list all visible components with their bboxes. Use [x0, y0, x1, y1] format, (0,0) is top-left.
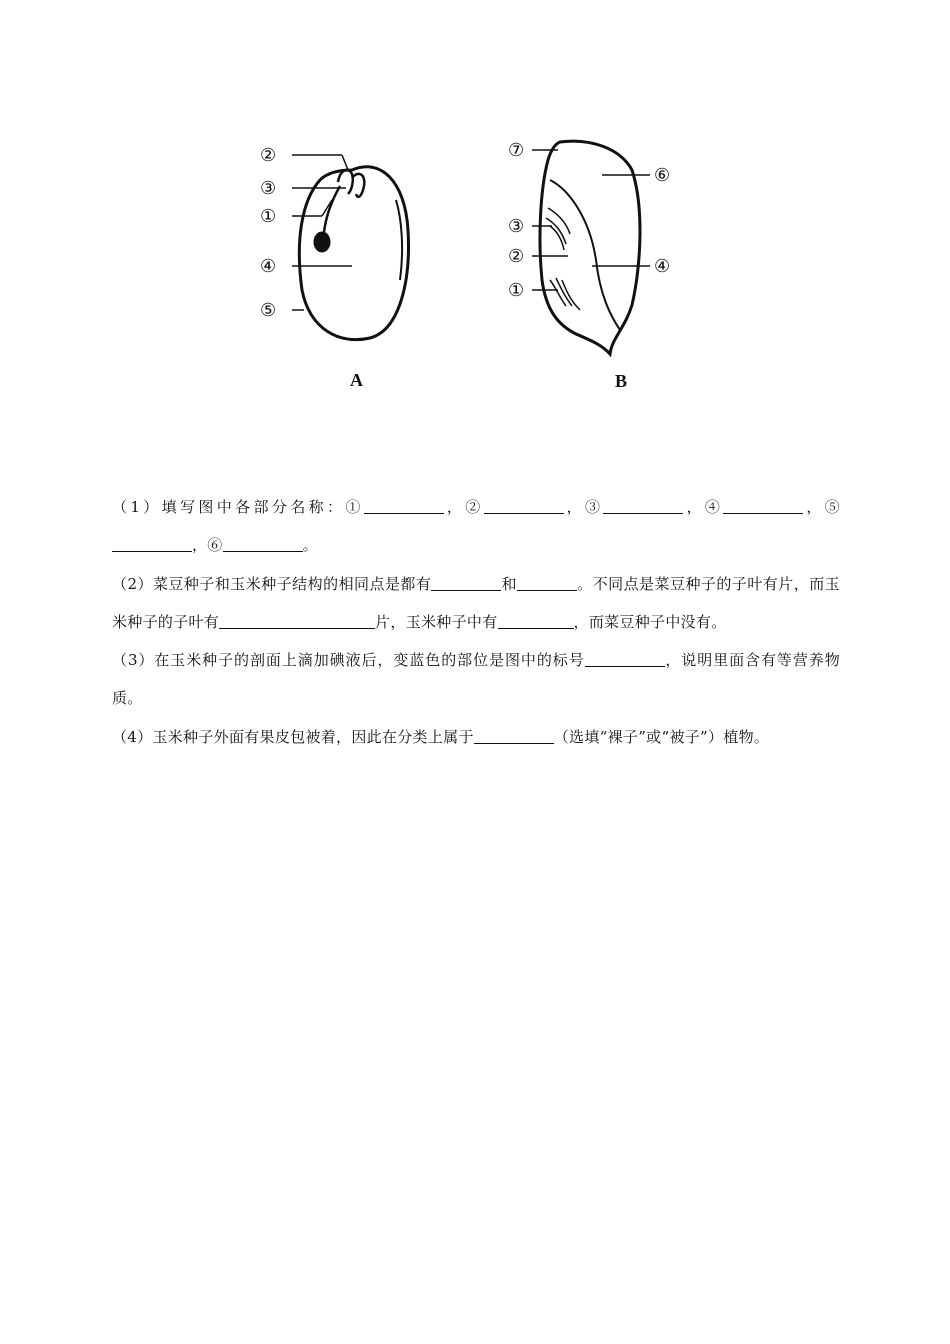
- q2-blank-3[interactable]: [219, 613, 375, 629]
- label-b-3: ③: [508, 216, 525, 237]
- q1-sep-6: ，⑥: [192, 536, 223, 555]
- bean-radicle: [315, 233, 329, 251]
- label-b-2: ②: [508, 246, 525, 267]
- question-1: [112, 488, 840, 565]
- q2-text-3: 。不同点是菜豆种子的子叶有: [577, 574, 779, 593]
- label-a-4: ④: [260, 256, 277, 277]
- label-a-2: ②: [260, 145, 277, 166]
- q2-text-5: 片，玉米种子中有: [375, 612, 498, 631]
- corn-seed-coat: [540, 141, 640, 354]
- corn-embryo-outline: [550, 180, 620, 330]
- q1-end: 。: [302, 536, 318, 555]
- q1-sep-4: ，④: [683, 498, 724, 516]
- corn-embryo-shading: [546, 208, 580, 310]
- q3-text-3: 等营养物质。: [112, 651, 841, 708]
- bean-seed-coat: [299, 167, 408, 340]
- q4-text-1: （4）玉米种子外面有果皮包被着，因此在分类上属于: [112, 727, 474, 746]
- label-a-5: ⑤: [260, 300, 277, 321]
- caption-b: B: [615, 371, 628, 391]
- q3-blank-1[interactable]: [585, 651, 665, 667]
- q2-text-6: ，而菜豆种子中没有。: [573, 612, 727, 631]
- q4-blank-1[interactable]: [474, 728, 554, 744]
- label-a-3: ③: [260, 178, 277, 199]
- corn-seed-diagram-b: [532, 141, 650, 354]
- q1-sep-5: ，⑤: [803, 498, 840, 516]
- q2-text-4: 片，而玉米种子的子叶有: [112, 574, 840, 631]
- label-b-6: ⑥: [654, 165, 671, 186]
- bean-plumule: [338, 170, 364, 197]
- q1-blank-5[interactable]: [112, 536, 192, 552]
- label-a-1: ①: [260, 206, 277, 227]
- q2-text-1: （2）菜豆种子和玉米种子结构的相同点是都有: [112, 574, 432, 593]
- q3-text-1: （3）在玉米种子的剖面上滴加碘液后，变蓝色的部位是图中的标号: [112, 651, 585, 669]
- label-b-4: ④: [654, 256, 671, 277]
- q2-text-2: 和: [501, 574, 518, 593]
- q1-blank-1[interactable]: [364, 498, 444, 514]
- label-b-1: ①: [508, 280, 525, 301]
- q1-sep-3: ，③: [563, 498, 604, 516]
- question-block: [112, 488, 840, 756]
- q3-text-2: ，说明里面含有: [664, 651, 777, 669]
- question-3: [112, 641, 840, 718]
- caption-a: A: [350, 370, 363, 390]
- q2-blank-2[interactable]: [517, 575, 577, 591]
- label-b-7: ⑦: [508, 140, 525, 161]
- q1-blank-6[interactable]: [223, 536, 303, 552]
- q1-sep-2: ，②: [443, 498, 484, 516]
- question-2: [112, 565, 840, 642]
- diagram-a-labels: [260, 145, 363, 390]
- q1-prefix: （1）填写图中各部分名称：①: [112, 498, 364, 516]
- q2-blank-4[interactable]: [498, 613, 574, 629]
- q2-blank-1[interactable]: [431, 575, 501, 591]
- q1-blank-4[interactable]: [723, 498, 803, 514]
- question-4: [112, 718, 840, 756]
- q1-blank-2[interactable]: [484, 498, 564, 514]
- bean-seed-edge: [396, 200, 402, 280]
- q4-text-2: （选填“裸子”或“被子”）植物。: [553, 727, 770, 746]
- seed-structure-figure: [240, 130, 700, 400]
- bean-seed-diagram-a: [292, 155, 408, 340]
- q1-blank-3[interactable]: [603, 498, 683, 514]
